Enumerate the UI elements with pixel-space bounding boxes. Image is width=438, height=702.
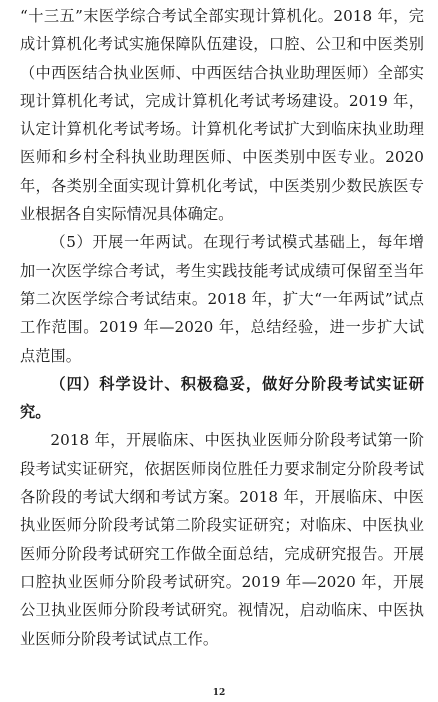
section-heading-staged-exam: （四）科学设计、积极稳妥，做好分阶段考试实证研究。 <box>20 374 424 422</box>
page-number: 12 <box>212 688 226 698</box>
paragraph-computerized-exam: “十三五”末医学综合考试全部实现计算机化。2018 年，完成计算机化考试实施保障队伍建设，口腔、公卫和中医类别（中西医结合执业医师、中西医结合执业助理医师）全部实现计算机化考试，完成计算机化考试考场建设。2019 年，认定计算机化考试考场。计算机化考试扩大到临床执业助理医师和乡村全科执业助理医师、中医类别中医专业。2020 年，各类别全面实现计算机化考试，中医类别少数民族医专业根据各自实际情况具体确定。 <box>20 7 424 224</box>
body-text <box>20 2 424 653</box>
paragraph-staged-exam-research: 2018 年，开展临床、中医执业医师分阶段考试第一阶段考试实证研究，依据医师岗位胜任力要求制定分阶段考试各阶段的考试大纲和考试方案。2018 年，开展临床、中医执业医师分阶段考试第二阶段实证研究；对临床、中医执业医师分阶段考试研究工作做全面总结，完成研究报告。开展口腔执业医师分阶段考试研究。2019 年—2020 年，开展公卫执业医师分阶段考试研究。视情况，启动临床、中医执业医师分阶段考试试点工作。 <box>20 431 424 648</box>
paragraph-two-exams-per-year: （5）开展一年两试。在现行考试模式基础上，每年增加一次医学综合考试，考生实践技能考试成绩可保留至当年第二次医学综合考试结束。2018 年，扩大“一年两试”试点工作范围。2019 年—2020 年，总结经验，进一步扩大试点范围。 <box>20 233 424 365</box>
